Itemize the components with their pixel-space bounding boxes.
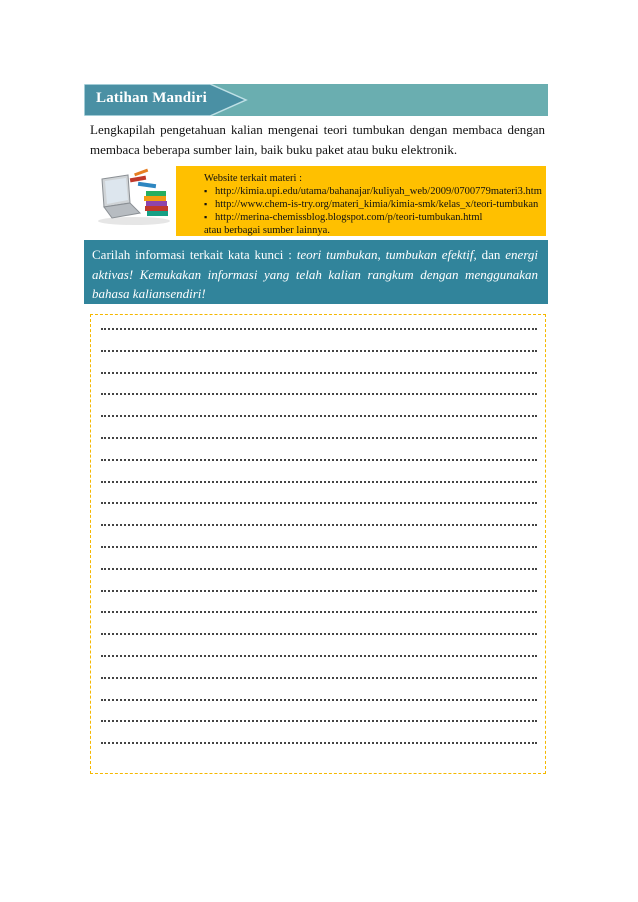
related-websites-box — [176, 166, 546, 236]
answer-writing-line[interactable] — [101, 645, 537, 657]
task-instruction-box — [84, 240, 548, 304]
answer-writing-line[interactable] — [101, 601, 537, 613]
task-text: Carilah informasi terkait kata kunci : — [92, 247, 297, 262]
answer-writing-line[interactable] — [101, 318, 537, 330]
answer-writing-line[interactable] — [101, 689, 537, 701]
task-text-connector: dan — [476, 247, 506, 262]
bullet-icon: ▪ — [204, 212, 208, 222]
bullet-icon: ▪ — [204, 199, 208, 209]
laptop-with-books-icon — [94, 165, 176, 227]
bullet-icon: ▪ — [204, 186, 208, 196]
section-title: Latihan Mandiri — [96, 90, 207, 106]
answer-writing-line[interactable] — [101, 405, 537, 417]
answer-writing-line[interactable] — [101, 340, 537, 352]
answer-writing-line[interactable] — [101, 710, 537, 722]
answer-writing-line[interactable] — [101, 471, 537, 483]
answer-writing-line[interactable] — [101, 383, 537, 395]
answer-writing-line[interactable] — [101, 427, 537, 439]
answer-writing-line[interactable] — [101, 492, 537, 504]
websites-footer: atau berbagai sumber lainnya. — [204, 225, 330, 236]
answer-writing-line[interactable] — [101, 623, 537, 635]
website-link[interactable]: http://merina-chemissblog.blogspot.com/p/teori-tumbukan.html — [215, 212, 483, 223]
answer-writing-line[interactable] — [101, 449, 537, 461]
answer-writing-line[interactable] — [101, 667, 537, 679]
website-link-item[interactable] — [204, 211, 546, 224]
answer-writing-line[interactable] — [101, 536, 537, 548]
answer-writing-line[interactable] — [101, 514, 537, 526]
answer-writing-line[interactable] — [101, 558, 537, 570]
answer-writing-line[interactable] — [101, 362, 537, 374]
answer-writing-line[interactable] — [101, 580, 537, 592]
websites-heading: Website terkait materi : — [204, 173, 302, 184]
website-link[interactable]: http://kimia.upi.edu/utama/bahanajar/kuliyah_web/2009/0700779materi3.htm — [215, 186, 542, 197]
answer-area[interactable] — [90, 314, 546, 774]
website-link[interactable]: http://www.chem-is-try.org/materi_kimia/kimia-smk/kelas_x/teori-tumbukan — [215, 199, 539, 210]
answer-writing-line[interactable] — [101, 732, 537, 744]
task-keywords-continued: energi aktivas! Kemukakan informasi yang telah kalian rangkum dengan menggunakan bahasa kaliansendiri! — [92, 247, 539, 301]
intro-paragraph: Lengkapilah pengetahuan kalian mengenai teori tumbukan dengan membaca dengan membaca beberapa sumber lain, baik buku paket atau buku elektronik. — [90, 122, 545, 157]
website-link-item[interactable] — [204, 185, 546, 198]
task-keywords: teori tumbukan, tumbukan efektif, — [296, 247, 477, 262]
website-link-item[interactable] — [204, 198, 546, 211]
